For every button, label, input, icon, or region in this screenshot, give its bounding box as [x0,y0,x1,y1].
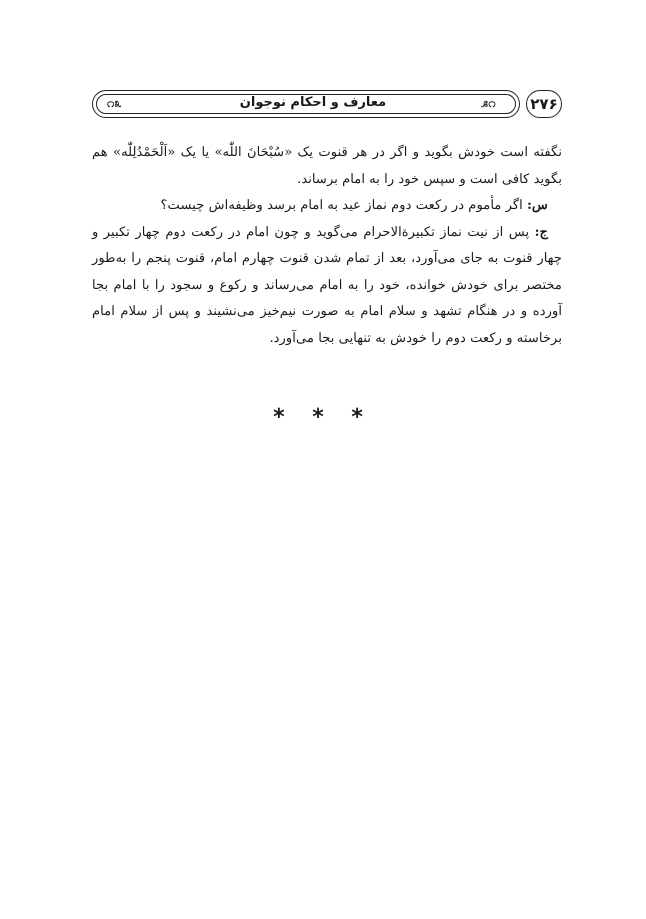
floral-ornament-icon: ೧೩ [481,96,496,111]
answer-label: ج: [534,224,548,240]
header-frame [92,90,520,118]
question-label: س: [527,198,548,213]
question-text: اگر مأموم در رکعت دوم نماز عید به امام برسد وظیفه‌اش چیست؟ [160,198,523,213]
page-number: ۲۷۶ [526,90,562,118]
floral-ornament-icon: ೧೩ [107,96,122,111]
question-paragraph [92,193,562,220]
answer-text: پس از نیت نماز تکبیرةالاحرام می‌گوید و چون امام در رکعت دوم چهار تکبیر و چهار قنوت به جای می‌آورد، بعد از تمام شدن قنوت چهارم امام، قنوت پنجم را به‌طور مختصر برای خودش خوانده، خود را به امام می‌رساند و رکوع و سجود را با امام بجا آورده و در هنگام تشهد و سلام امام به صورت نیم‌خیز می‌نشیند و پس از سلام امام برخاسته و رکعت دوم را خودش به تنهایی بجا می‌آورد. [92,224,562,346]
page-header [92,90,562,120]
body-text [92,140,562,352]
paragraph-continuation: نگفته است خودش بگوید و اگر در هر قنوت یک «سُبْحَانَ اللّٰه» یا یک «اَلْحَمْدُلِلّٰه» هم بگوید کافی است و سپس خود را به امام برساند. [92,145,562,187]
running-title: معارف و احکام نوجوان [239,95,387,110]
answer-paragraph [92,220,562,353]
section-separator: * * * [273,405,373,430]
